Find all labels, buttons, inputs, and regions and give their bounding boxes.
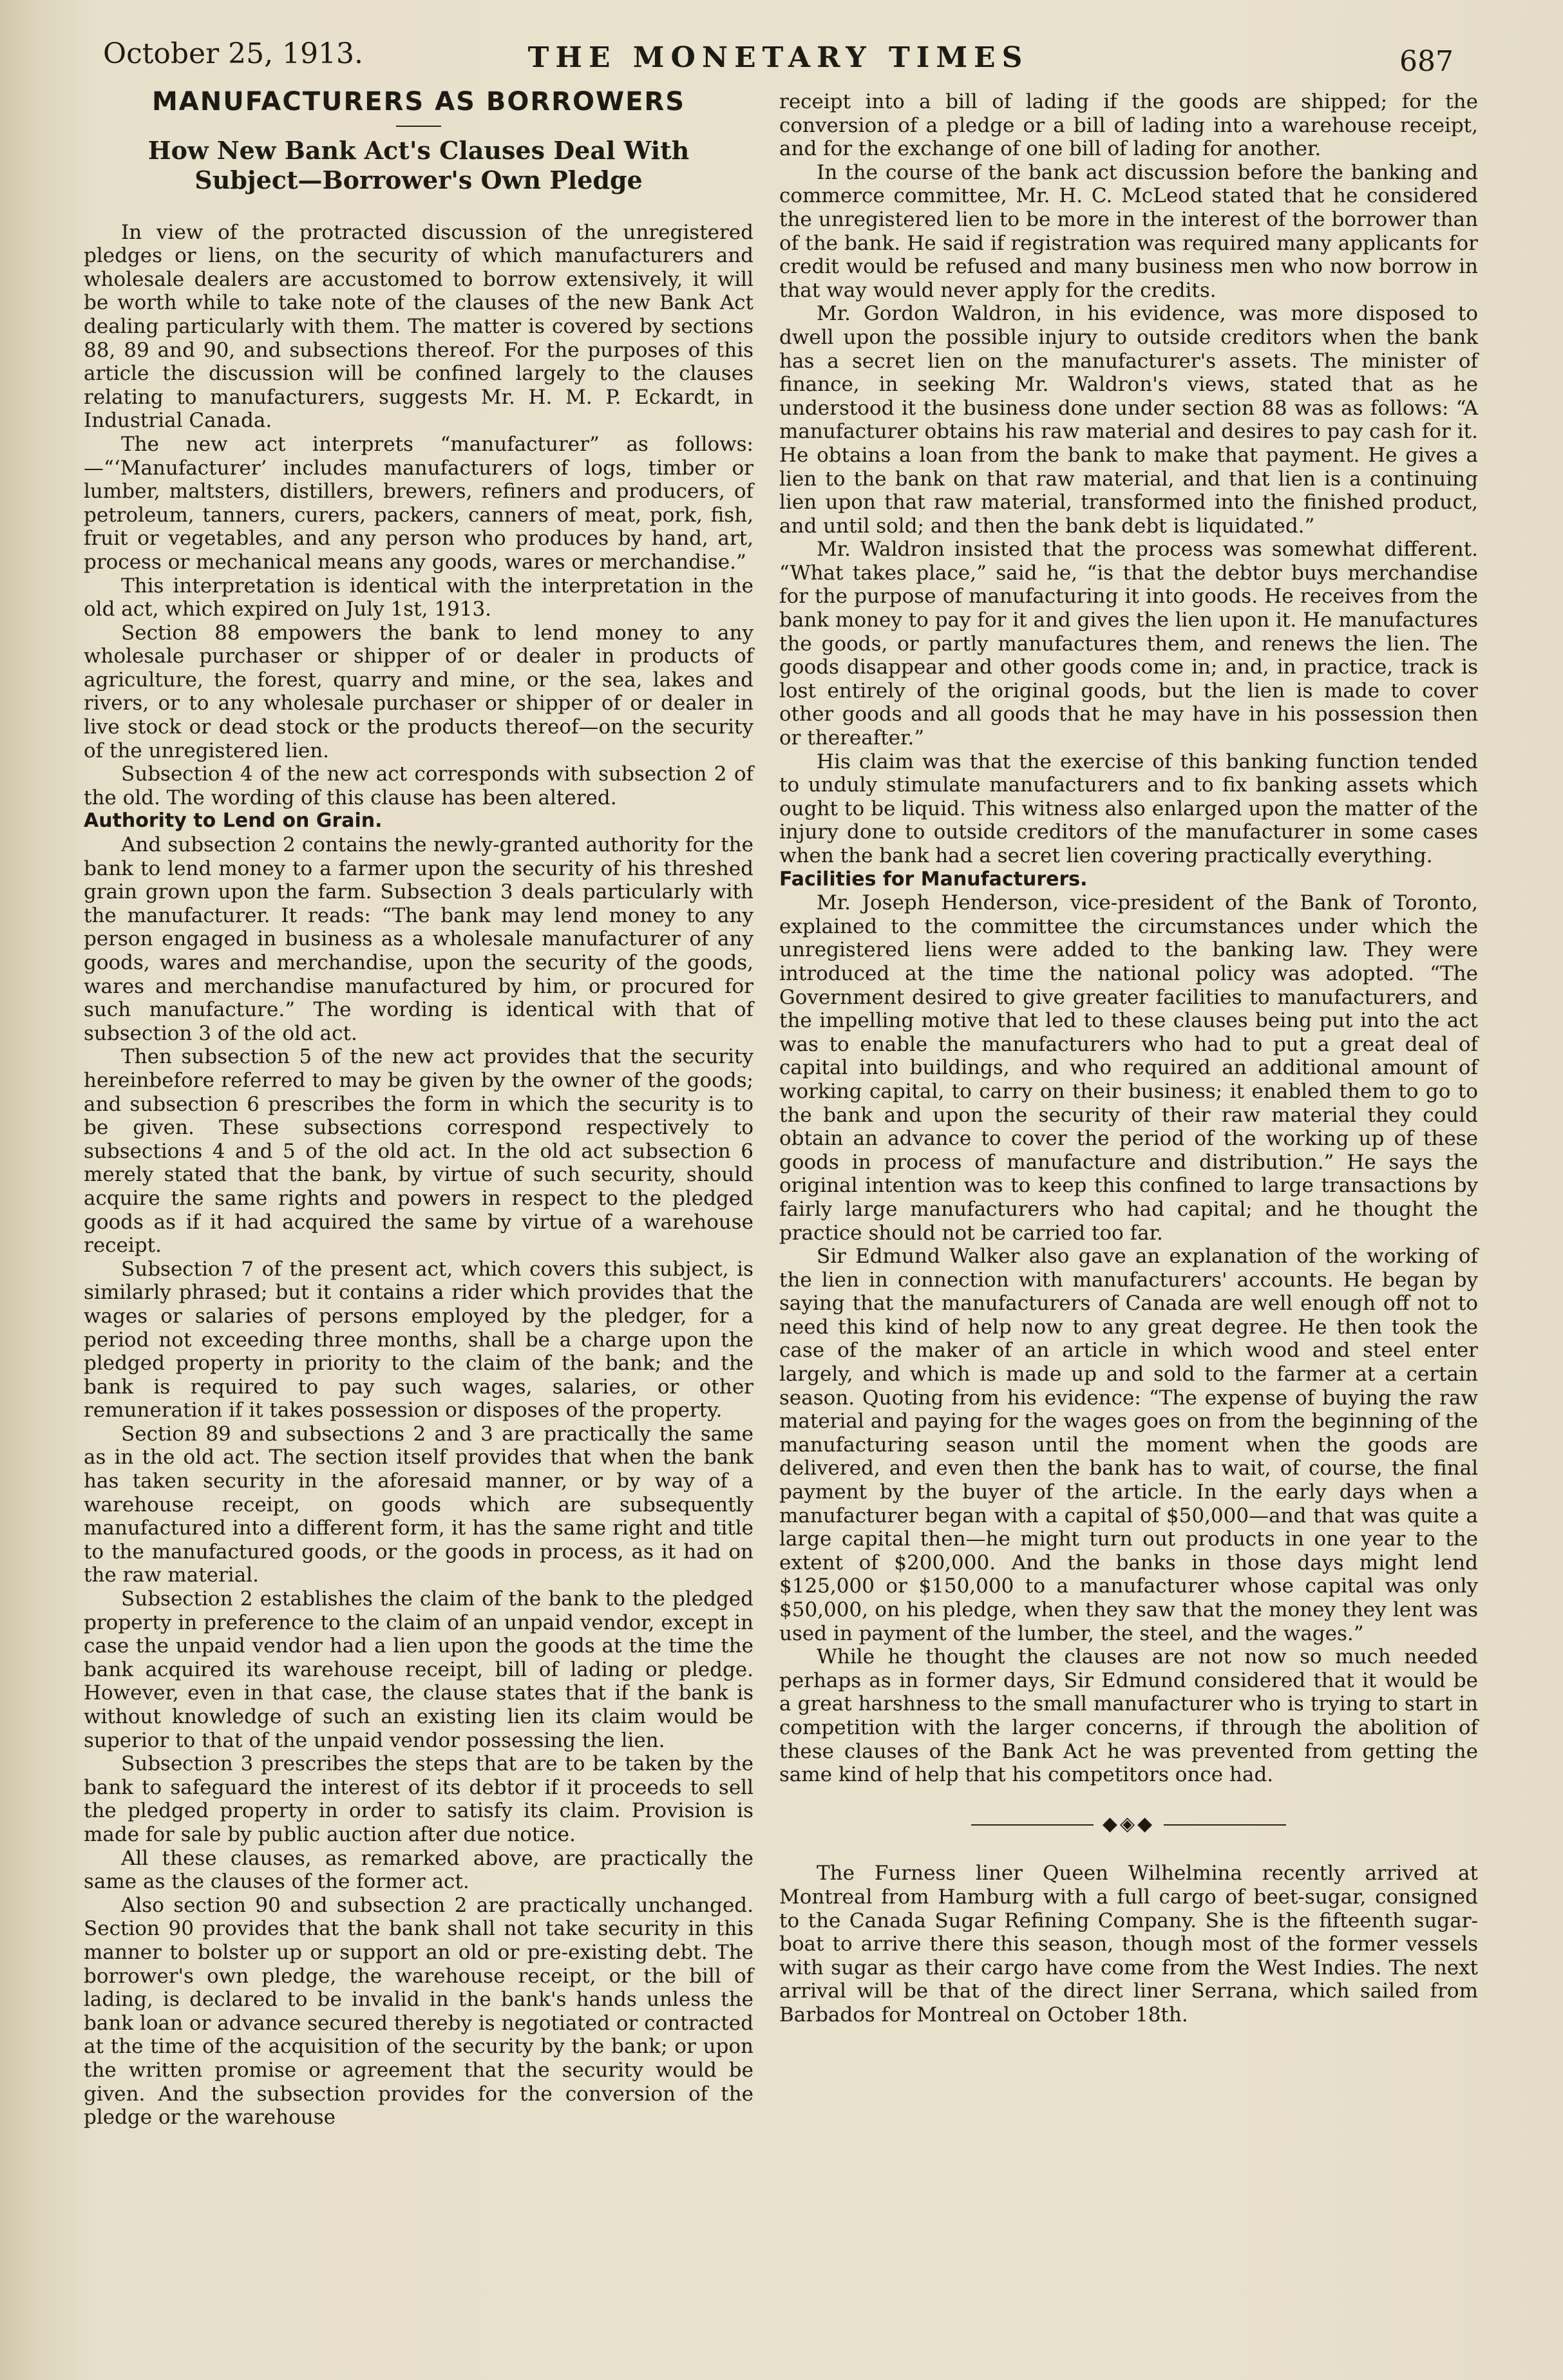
paragraph: All these clauses, as remarked above, are practically the same as the clauses of the former act. [84,1846,753,1894]
paragraph: And subsection 2 contains the newly-granted authority for the bank to lend money to a farmer upon the security of his threshed grain grown upon the farm. Subsection 3 deals particularly with the manufacturer. It reads: “The bank may lend money to any person engaged in business as a wholesale manufacturer of any goods, wares and merchandise, upon the security of the goods, wares and merchandise manufactured by him, or procured for such manufacture.” The wording is identical with that of subsection 3 of the old act. [84,833,753,1045]
paragraph: In the course of the bank act discussion before the banking and commerce committee, Mr. H. C. McLeod stated that he considered the unregistered lien to be more in the interest of the borrower than of the bank. He said if registration was required many applicants for credit would be refused and many business men who now borrow in that way would never apply for the credits. [779,160,1478,302]
diamond-ornament-icon: ◆◈◆ [1102,1812,1155,1835]
paragraph: Mr. Joseph Henderson, vice-president of the Bank of Toronto, explained to the committee the circumstances under which the unregistered liens were added to the banking law. They were introduced at the time the national policy was adopted. “The Government desired to give greater facilities to manufacturers, and the impelling motive that led to these clauses being put into the act was to enable the manufacturers who had to put a great deal of capital into buildings, and who required an additional amount of working capital, to carry on their business; it enabled them to go to the bank and upon the security of their raw material they could obtain an advance to cover the period of the working up of these goods in process of manufacture and distribution.” He says the original intention was to keep this confined to large transactions by fairly large manufacturers who had capital; and he thought the practice should not be carried too far. [779,891,1478,1245]
publication-name: THE MONETARY TIMES [527,41,1029,74]
paragraph: In view of the protracted discussion of the unregistered pledges or liens, on the security of which manufacturers and wholesale dealers are accustomed to borrow extensively, it will be worth while to take note of the clauses of the new Bank Act dealing particularly with them. The matter is covered by sections 88, 89 and 90, and subsections thereof. For the purposes of this article the discussion will be confined largely to the clauses relating to manufacturers, suggests Mr. H. M. P. Eckardt, in Industrial Canada. [84,220,753,433]
page-number: 687 [1399,45,1454,78]
paragraph: While he thought the clauses are not now so much needed perhaps as in former days, Sir Edmund considered that it would be a great harshness to the small manufacturer who is trying to start in competition with the larger concerns, if through the abolition of these clauses of the Bank Act he was prevented from getting the same kind of help that his competitors once had. [779,1645,1478,1787]
section-heading: Facilities for Manufacturers. [779,867,1088,891]
section-heading: Authority to Lend on Grain. [84,809,383,833]
title-rule [396,126,441,127]
paragraph: Mr. Gordon Waldron, in his evidence, was more disposed to dwell upon the possible injury to outside creditors when the bank has a secret lien on the manufacturer's assets. The minister of finance, in seeking Mr. Waldron's views, stated that as he understood it the business done under section 88 was as follows: “A manufacturer obtains his raw material and desires to pay cash for it. He obtains a loan from the bank to make that payment. He gives a lien to the bank on that raw material, and that lien is a continuing lien upon that raw material, transformed into the finished product, and until sold; and then the bank debt is liquidated.” [779,302,1478,538]
paragraph: Also section 90 and subsection 2 are practically unchanged. Section 90 provides that the bank shall not take security in this manner to bolster up or support an old or pre-existing debt. The borrower's own pledge, the warehouse receipt, or the bill of lading, is declared to be invalid in the bank's hands unless the bank loan or advance secured thereby is negotiated or contracted at the time of the acquisition of the security by the bank; or upon the written promise or agreement that the security would be given. And the subsection provides for the conversion of the pledge or the warehouse [84,1893,753,2130]
paragraph: receipt into a bill of lading if the goods are shipped; for the conversion of a pledge or a bill of lading into a warehouse receipt, and for the exchange of one bill of lading for another. [779,90,1478,161]
news-item: The Furness liner Queen Wilhelmina recently arrived at Montreal from Hamburg with a full cargo of beet-sugar, consigned to the Canada Sugar Refining Company. She is the fifteenth sugar-boat to arrive there this season, though most of the former vessels with sugar as their cargo have come from the West Indies. The next arrival will be that of the direct liner Serrana, which sailed from Barbados for Montreal on October 18th. [779,1862,1478,2026]
paragraph: Sir Edmund Walker also gave an explanation of the working of the lien in connection with manufacturers' accounts. He began by saying that the manufacturers of Canada are well enough off not to need this kind of help now to any great degree. He then took the case of the maker of an article in which wood and steel enter largely, and which is made up and sold to the farmer at a certain season. Quoting from his evidence: “The expense of buying the raw material and paying for the wages goes on from the beginning of the manufacturing season until the moment when the goods are delivered, and even then the bank has to wait, of course, the final payment by the buyer of the article. In the early days when a manufacturer began with a capital of $50,000—and that was quite a large capital then—he might turn out products in one year to the extent of $200,000. And the banks in those days might lend $125,000 or $150,000 to a manufacturer whose capital was only $50,000, on his pledge, when they saw that the money they lent was used in payment of the lumber, the steel, and the wages.” [779,1245,1478,1645]
paragraph: Mr. Waldron insisted that the process was somewhat different. “What takes place,” said he, “is that the debtor buys merchandise for the purpose of manufacturing it into goods. He receives from the bank money to pay for it and gives the lien upon it. He manufactures the goods, or partly manufactures them, and renews the lien. The goods disappear and other goods come in; and, in practice, track is lost entirely of the original goods, but the lien is made to cover other goods and all goods that he may have in his possession then or thereafter.” [779,538,1478,750]
right-column [779,90,1478,2027]
section-divider-ornament [779,1813,1478,1837]
page-header [103,26,1454,84]
left-column [84,87,753,2130]
article-title: MANUFACTURERS AS BORROWERS [151,87,686,117]
paragraph: His claim was that the exercise of this banking function tended to unduly stimulate manufacturers and to fix banking assets which ought to be liquid. This witness also enlarged upon the matter of the injury done to outside creditors of the manufacturer in some cases when the bank had a secret lien covering practically everything. [779,750,1478,867]
issue-date: October 25, 1913. [103,37,364,70]
paragraph: The new act interprets “manufacturer” as follows:—“‘Manufacturer’ includes manufacturers of logs, timber or lumber, maltsters, distillers, brewers, refiners and producers, of petroleum, tanners, curers, packers, canners of meat, pork, fish, fruit or vegetables, and any person who produces by hand, art, process or mechanical means any goods, wares or merchandise.” [84,432,753,574]
paragraph: Subsection 7 of the present act, which covers this subject, is similarly phrased; but it contains a rider which provides that the wages or salaries of persons employed by the pledger, for a period not exceeding three months, shall be a charge upon the pledged property in priority to the claim of the bank; and the bank is required to pay such wages, salaries, or other remuneration if it takes possession or disposes of the property. [84,1257,753,1422]
paragraph: Subsection 2 establishes the claim of the bank to the pledged property in preference to the claim of an unpaid vendor, except in case the unpaid vendor had a lien upon the goods at the time the bank acquired its warehouse receipt, bill of lading or pledge. However, even in that case, the clause states that if the bank is without knowledge of such an existing lien its claim would be superior to that of the unpaid vendor possessing the lien. [84,1587,753,1752]
paragraph: This interpretation is identical with the interpretation in the old act, which expired on July 1st, 1913. [84,574,753,621]
paragraph: Then subsection 5 of the new act provides that the security hereinbefore referred to may be given by the owner of the goods; and subsection 6 prescribes the form in which the security is to be given. These subsections correspond respectively to subsections 4 and 5 of the old act. In the old act subsection 6 merely stated that the bank, by virtue of such security, should acquire the same rights and powers in respect to the pledged goods as if it had acquired the same by virtue of a warehouse receipt. [84,1045,753,1258]
paragraph: Subsection 3 prescribes the steps that are to be taken by the bank to safeguard the interest of its debtor if it proceeds to sell the pledged property in order to satisfy its claim. Provision is made for sale by public auction after due notice. [84,1752,753,1846]
divider-line [971,1824,1094,1826]
paragraph: Subsection 4 of the new act corresponds with subsection 2 of the old. The wording of this clause has been altered. [84,762,753,809]
divider-line [1164,1824,1286,1826]
paragraph: Section 88 empowers the bank to lend money to any wholesale purchaser or shipper of or dealer in products of agriculture, the forest, quarry and mine, or the sea, lakes and rivers, or to any wholesale purchaser or shipper of or dealer in live stock or dead stock or the products thereof—on the security of the unregistered lien. [84,621,753,762]
article-subtitle: How New Bank Act's Clauses Deal With Subject—Borrower's Own Pledge [147,135,690,194]
paragraph: Section 89 and subsections 2 and 3 are practically the same as in the old act. The section itself provides that when the bank has taken security in the aforesaid manner, or by way of a warehouse receipt, on goods which are subsequently manufactured into a different form, it has the same right and title to the manufactured goods, or the goods in process, as it had on the raw material. [84,1422,753,1587]
